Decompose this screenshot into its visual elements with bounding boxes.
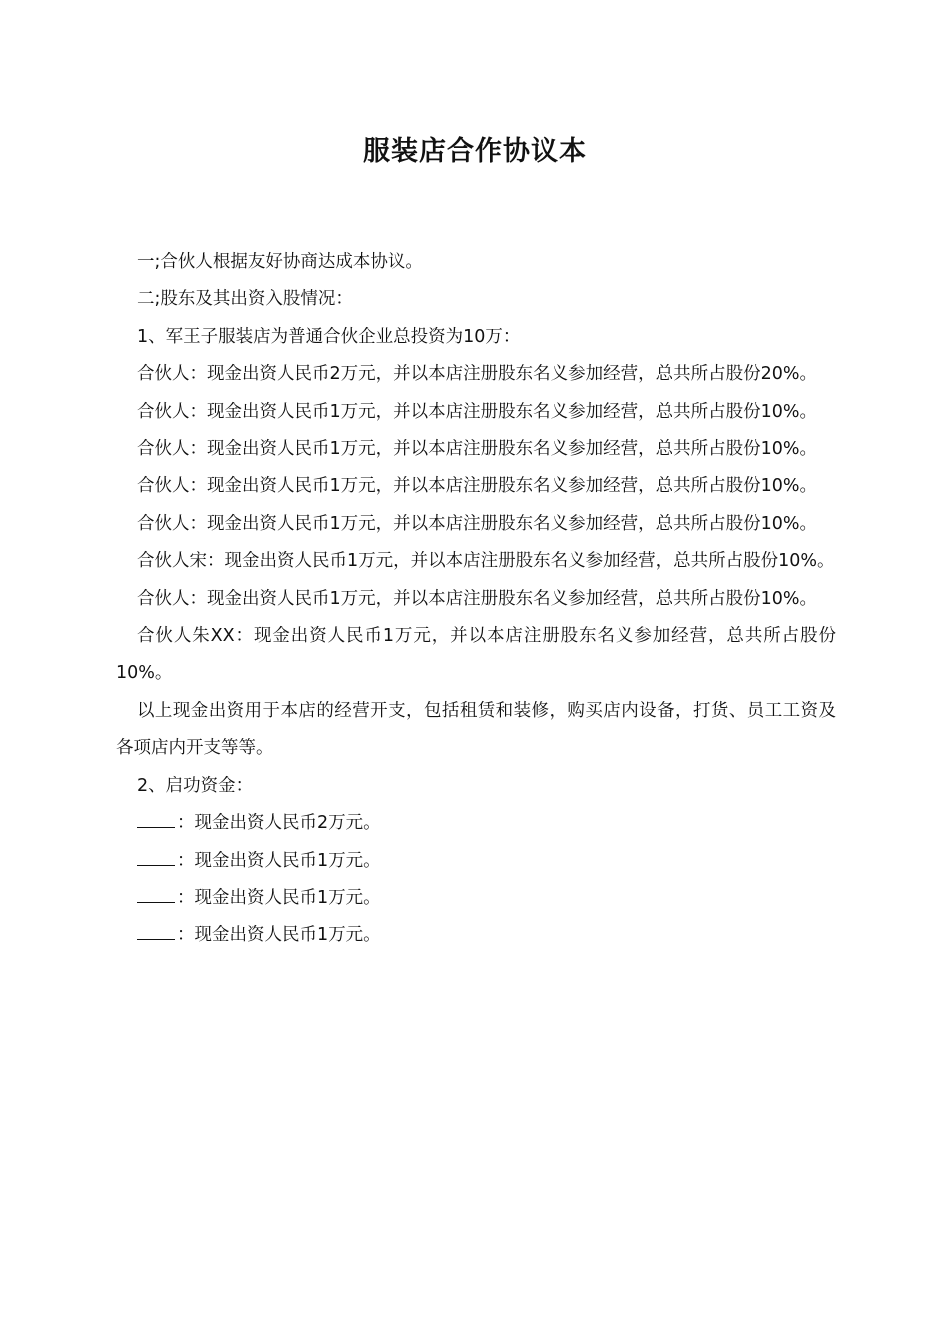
startup-fund-line-1 <box>116 805 836 842</box>
startup-fund-text: ：现金出资人民币2万元。 <box>177 813 381 834</box>
paragraph-2: 二;股东及其出资入股情况： <box>137 289 353 310</box>
partner-paragraph-4: 合伙人：现金出资人民币1万元，并以本店注册股东名义参加经营，总共所占股份10%。 <box>137 476 818 497</box>
fill-blank <box>137 851 175 866</box>
partner-paragraph-2: 合伙人：现金出资人民币1万元，并以本店注册股东名义参加经营，总共所占股份10%。 <box>137 401 818 422</box>
funds-usage-paragraph: 以上现金出资用于本店的经营开支，包括租赁和装修，购买店内设备，打货、员工工资及各项店内开支等等。 <box>116 700 836 759</box>
document-body <box>116 244 836 955</box>
paragraph-3: 1、军王子服装店为普通合伙企业总投资为10万： <box>137 326 521 347</box>
paragraph-1: 一;合伙人根据友好协商达成本协议。 <box>137 252 423 272</box>
partner-paragraph-6: 合伙人：现金出资人民币1万元，并以本店注册股东名义参加经营，总共所占股份10%。 <box>137 588 818 609</box>
startup-fund-text: ：现金出资人民币1万元。 <box>177 887 381 908</box>
startup-fund-line-4 <box>116 917 836 954</box>
fill-blank <box>137 813 175 828</box>
partner-paragraph-1: 合伙人：现金出资人民币2万元，并以本店注册股东名义参加经营，总共所占股份20%。 <box>137 364 818 385</box>
startup-fund-line-3 <box>116 880 836 917</box>
startup-fund-text: ：现金出资人民币1万元。 <box>177 925 381 946</box>
startup-fund-line-2 <box>116 843 836 880</box>
partner-paragraph-zhu: 合伙人朱XX：现金出资人民币1万元，并以本店注册股东名义参加经营，总共所占股份10%。 <box>116 626 836 684</box>
fill-blank <box>137 925 175 940</box>
startup-fund-text: ：现金出资人民币1万元。 <box>177 850 381 871</box>
partner-paragraph-5: 合伙人：现金出资人民币1万元，并以本店注册股东名义参加经营，总共所占股份10%。 <box>137 513 818 534</box>
document-title: 服装店合作协议本 <box>363 136 587 167</box>
partner-paragraph-3: 合伙人：现金出资人民币1万元，并以本店注册股东名义参加经营，总共所占股份10%。 <box>137 439 818 460</box>
fill-blank <box>137 888 175 903</box>
partner-paragraph-song: 合伙人宋：现金出资人民币1万元，并以本店注册股东名义参加经营，总共所占股份10%。 <box>137 551 835 572</box>
startup-funds-heading: 2、启功资金： <box>137 775 254 796</box>
